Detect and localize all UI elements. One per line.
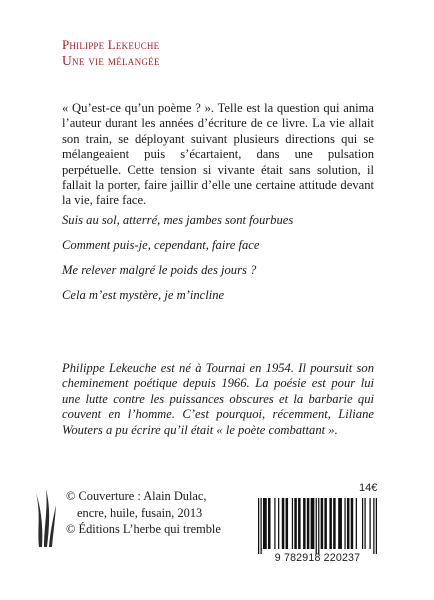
- barcode-bar-24: [351, 498, 354, 549]
- poem-line-4: Cela m’est mystère, je m’incline: [62, 288, 225, 302]
- barcode-bar-15: [316, 498, 317, 554]
- cover-credit: © Couverture : Alain Dulac,: [66, 489, 207, 503]
- blurb-paragraph: « Qu’est-ce qu’un poème ? ». Telle est la question qui anima l’auteur durant les années d’écriture de ce livre. La vie allait son train, se déployant suivant plusieurs directions qui se mélangeaient puis s’écartaient, dans une pulsation perpétuelle. Cette tension si vivante était sans solution, il fallait la porter, faire jaillir d’elle une certaine attitude devant la vie, faire face.: [62, 101, 374, 208]
- book-title: Une vie mélangée: [62, 53, 160, 68]
- barcode-bar-25: [356, 498, 357, 549]
- barcode-bar-17: [321, 498, 324, 549]
- credits-block: [66, 488, 236, 538]
- barcode-bar-16: [318, 498, 319, 554]
- barcode-bar-22: [344, 498, 345, 549]
- barcode-bar-13: [307, 498, 310, 549]
- barcode-bar-8: [286, 498, 289, 549]
- barcode-bar-6: [278, 498, 279, 549]
- cover-medium: encre, huile, fusain, 2013: [77, 505, 203, 520]
- poem-line-2: Comment puis-je, cependant, faire face: [62, 238, 260, 252]
- author-bio: Philippe Lekeuche est né à Tournai en 1954. Il poursuit son cheminement poétique depuis 1966. La poésie est pour lui une lutte contre les puissances obscures et la barbarie qui couvent en l’homme. C’est pourquoi, récemment, Liliane Wouters a pu écrire qu’il était « le poète combattant ».: [62, 361, 374, 437]
- barcode-bar-29: [373, 498, 374, 554]
- barcode-bar-26: [362, 498, 363, 549]
- barcode-bar-21: [338, 498, 342, 549]
- barcode-bar-4: [268, 498, 271, 549]
- barcode-bar-27: [364, 498, 365, 549]
- barcode-bar-7: [282, 498, 285, 549]
- publisher-credit: © Éditions L’herbe qui tremble: [66, 522, 221, 536]
- isbn-number: 9 782918 220237: [274, 552, 361, 564]
- barcode-bar-5: [274, 498, 275, 549]
- barcode-bar-12: [303, 498, 306, 549]
- barcode-bar-1: [258, 498, 259, 554]
- barcode-bar-9: [292, 498, 293, 549]
- barcode-bar-18: [324, 498, 327, 549]
- poem-line-1: Suis au sol, atterré, mes jambes sont fourbues: [62, 213, 294, 227]
- barcode-bar-11: [298, 498, 301, 549]
- barcode-bar-2: [261, 498, 262, 554]
- barcode-bar-28: [369, 498, 370, 549]
- barcode-bar-19: [329, 498, 332, 549]
- author-name: Philippe Lekeuche: [62, 37, 160, 52]
- barcode-bar-14: [311, 498, 315, 549]
- barcode-bar-10: [294, 498, 297, 549]
- barcode-bar-23: [347, 498, 350, 549]
- price-label: 14€: [359, 482, 378, 494]
- barcode-bar-30: [376, 498, 377, 554]
- barcode-bar-3: [263, 498, 267, 549]
- isbn-barcode: [258, 498, 377, 554]
- barcode-bar-20: [333, 498, 336, 549]
- publisher-logo-icon: [32, 487, 58, 549]
- poem-line-3: Me relever malgré le poids des jours ?: [62, 263, 257, 277]
- poem-excerpt: [62, 213, 382, 313]
